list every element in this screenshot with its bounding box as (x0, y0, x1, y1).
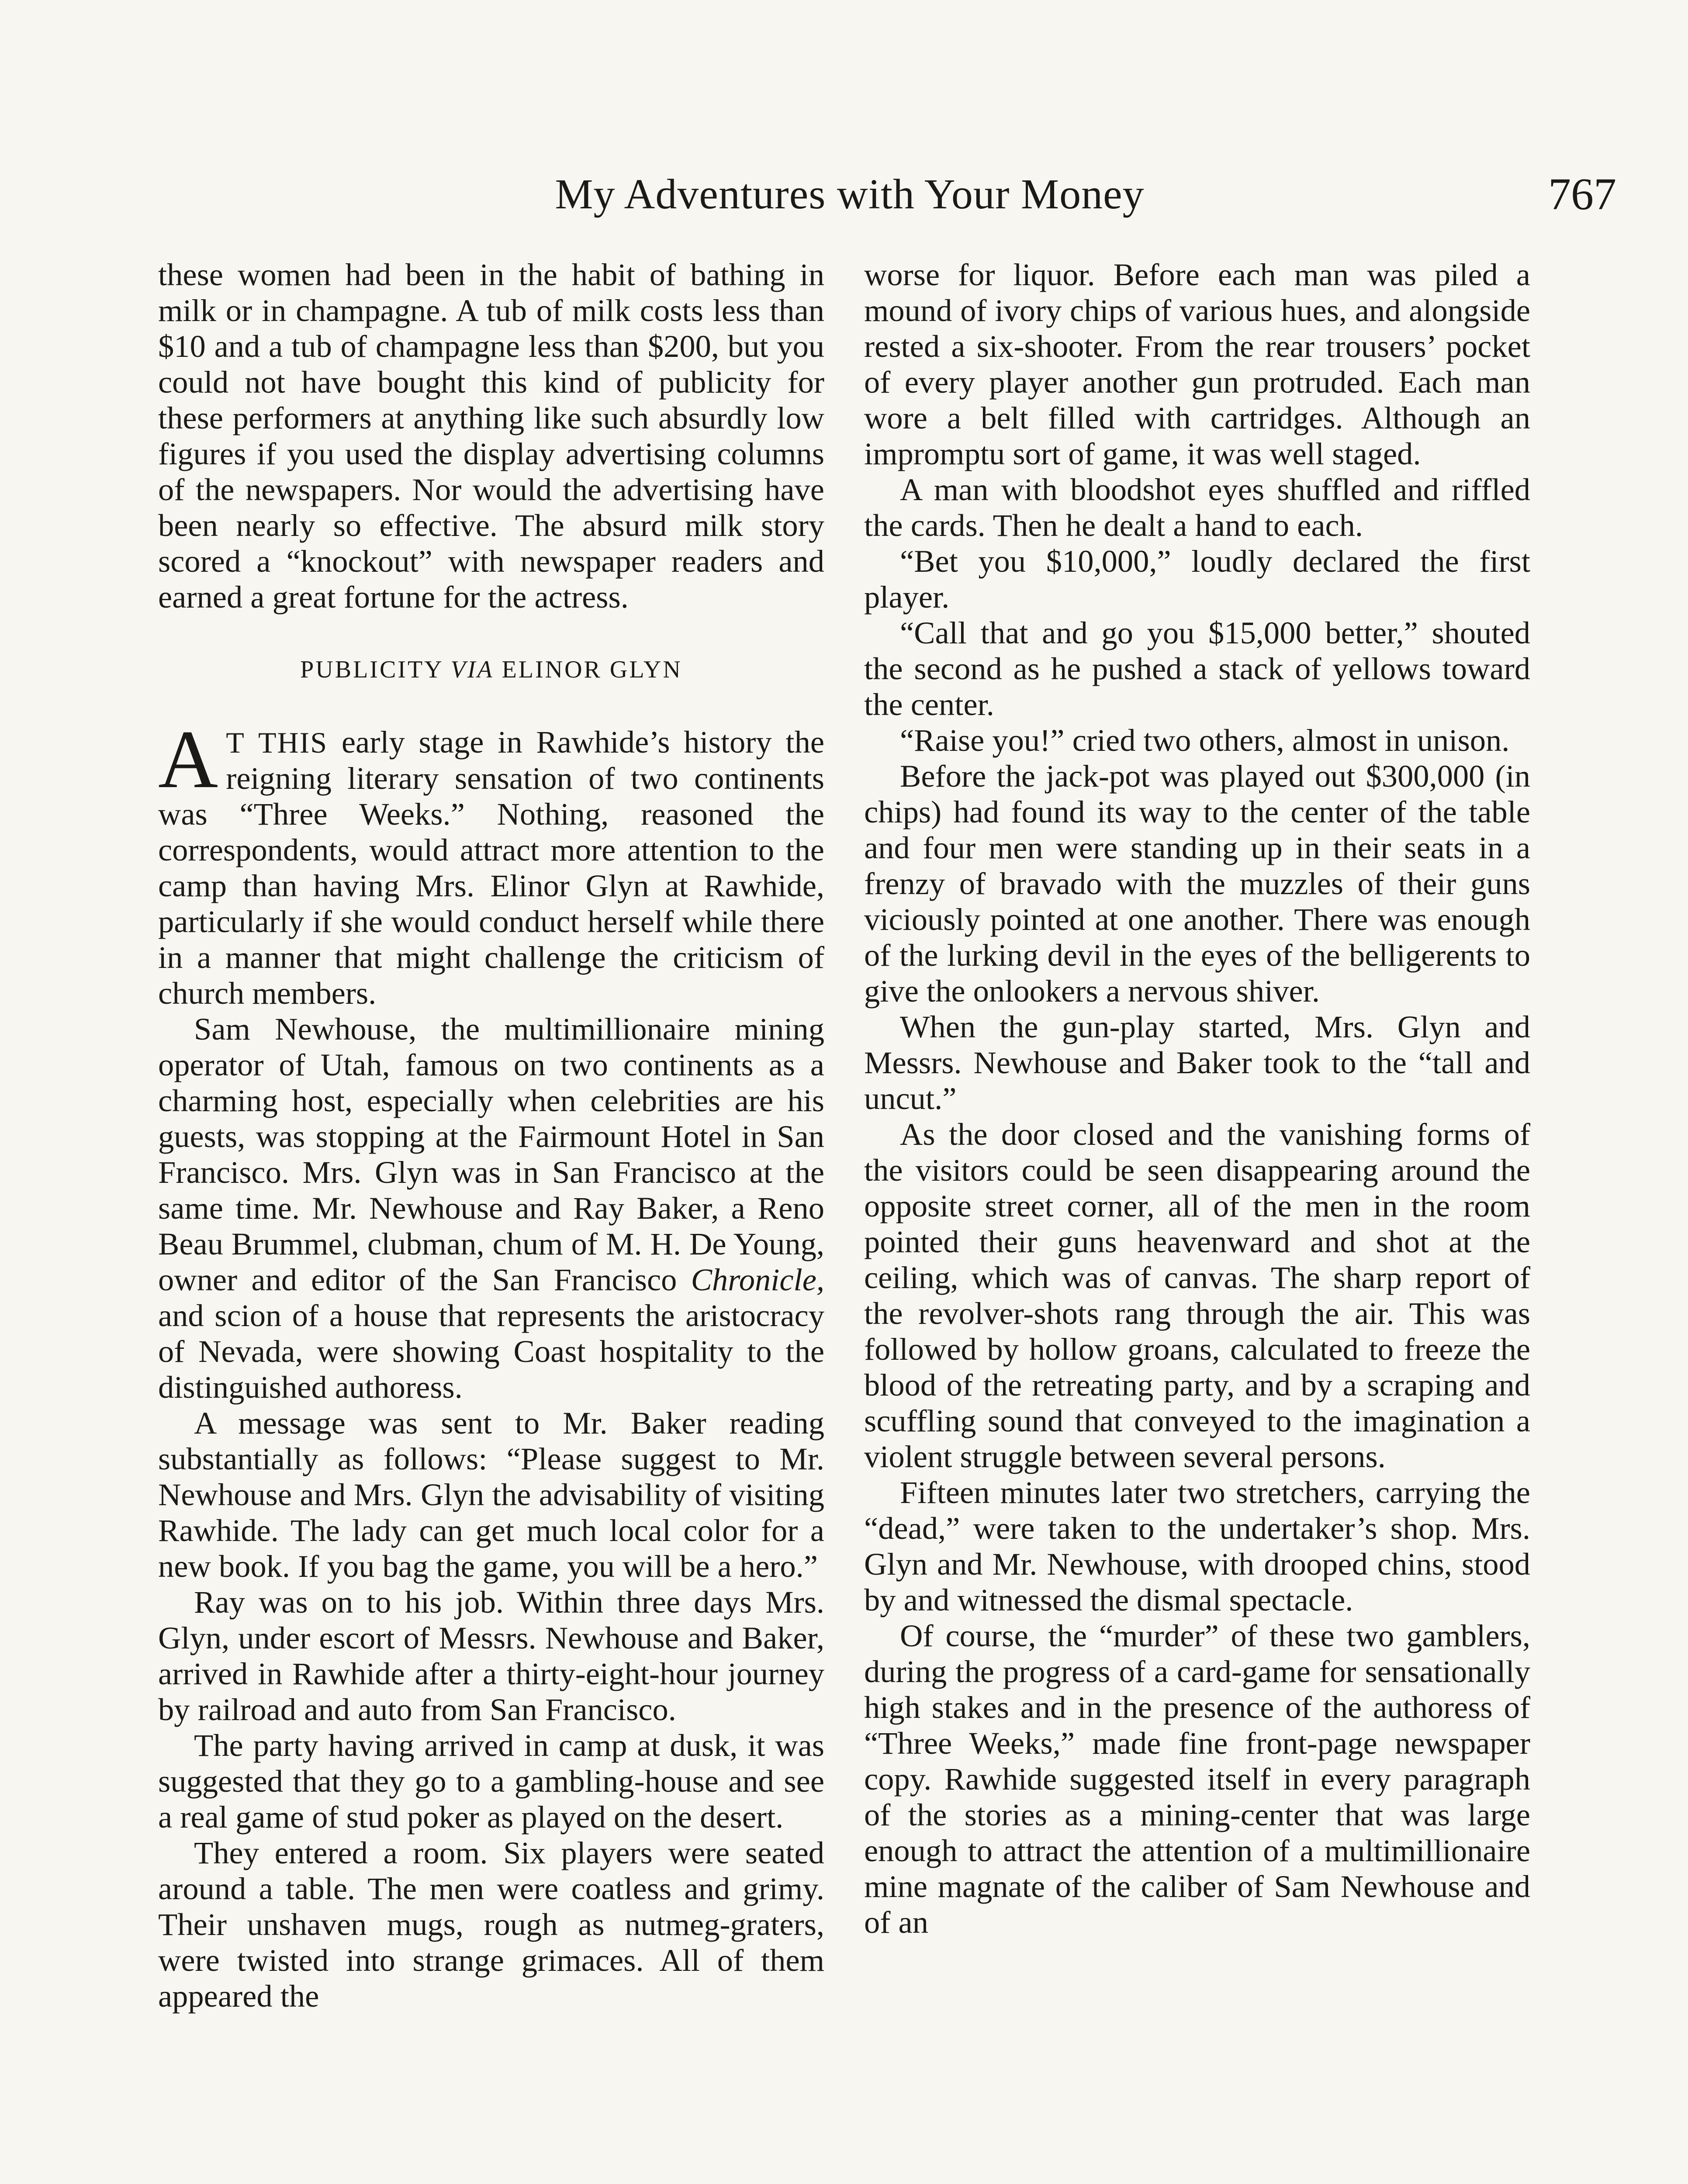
paragraph: Before the jack-pot was played out $300,000 (in chips) had found its way to the center of the table and four men were standing up in their seats in a frenzy of bravado with the muzzles of their guns viciously pointed at one another. There was enough of the lurking devil in the eyes of the belligerents to give the onlookers a nervous shiver. (864, 758, 1530, 1009)
page-number: 767 (1548, 169, 1616, 219)
paragraph: “Raise you!” cried two others, almost in unison. (900, 722, 1510, 758)
running-head-title: My Adventures with Your Money (555, 171, 1145, 218)
paragraph-text: Sam Newhouse, the multimillionaire mining operator of Utah, famous on two continents as a charming host, especially when celebrities are his guests, was stopping at the Fairmount Hotel in San Francisco. Mrs. Glyn was in San Francisco at the same time. Mr. Newhouse and Ray Baker, a Reno Beau Brummel, clubman, chum of M. H. De Young, owner and editor of the San Francisco (158, 1011, 824, 1297)
paragraph-text: early stage in Rawhide’s history the reigning literary sensation of two continents was “Three Weeks.” Nothing, reasoned the correspondents, would attract more attention to the camp than having Mrs. Elinor Glyn at Rawhide, particularly if she would conduct herself while there in a manner that might challenge the criticism of church members. (158, 724, 824, 1011)
paragraph: A man with bloodshot eyes shuffled and riffled the cards. Then he dealt a hand to each. (864, 472, 1530, 543)
paragraph: Fifteen minutes later two stretchers, carrying the “dead,” were taken to the undertaker’s shop. Mrs. Glyn and Mr. Newhouse, with drooped chins, stood by and witnessed the dismal spectacle. (864, 1475, 1530, 1617)
paragraph (158, 1011, 824, 1405)
paragraph: The party having arrived in camp at dusk, it was suggested that they go to a gambling-house and see a real game of stud poker as played on the desert. (158, 1728, 824, 1835)
left-column (158, 257, 824, 2014)
section-subhead (158, 652, 824, 688)
paragraph: Ray was on to his job. Within three days Mrs. Glyn, under escort of Messrs. Newhouse and Baker, arrived in Rawhide after a thirty-eight-hour journey by railroad and auto from San Francisco. (158, 1584, 824, 1727)
subhead-via: VIA (450, 656, 494, 683)
subhead-text: PUBLICITY (300, 656, 451, 683)
paragraph: They entered a room. Six players were seated around a table. The men were coatless and grimy. Their unshaven mugs, rough as nutmeg-graters, were twisted into strange grimaces. All of them appeared the (158, 1835, 824, 2014)
paragraph-text: and scion of a house that represents the aristocracy of Nevada, were showing Coast hospitality to the distinguished authoress. (158, 1298, 824, 1405)
paragraph: A message was sent to Mr. Baker reading substantially as follows: “Please suggest to Mr. Newhouse and Mrs. Glyn the advisability of visiting Rawhide. The lady can get much local color for a new book. If you bag the game, you will be a hero.” (158, 1405, 824, 1584)
right-column (864, 257, 1530, 1940)
paragraph: these women had been in the habit of bathing in milk or in champagne. A tub of milk costs less than $10 and a tub of champagne less than $200, but you could not have bought this kind of publicity for these performers at anything like such absurdly low figures if you used the display advertising columns of the newspapers. Nor would the advertising have been nearly so effective. The absurd milk story scored a “knockout” with newspaper readers and earned a great fortune for the actress. (158, 257, 824, 615)
subhead-text-end: ELINOR GLYN (494, 656, 682, 683)
drop-cap: A (158, 714, 218, 805)
paragraph: “Bet you $10,000,” loudly declared the first player. (864, 543, 1530, 615)
paragraph-with-drop-cap (158, 714, 824, 1011)
paragraph: worse for liquor. Before each man was piled a mound of ivory chips of various hues, and alongside rested a six-shooter. From the rear trousers’ pocket of every player another gun protruded. Each man wore a belt filled with cartridges. Although an impromptu sort of game, it was well staged. (864, 257, 1530, 471)
newspaper-name: Chronicle, (691, 1262, 824, 1297)
paragraph: When the gun-play started, Mrs. Glyn and Messrs. Newhouse and Baker took to the “tall and uncut.” (864, 1009, 1530, 1116)
paragraph: As the door closed and the vanishing forms of the visitors could be seen disappearing around the opposite street corner, all of the men in the room pointed their guns heavenward and shot at the ceiling, which was of canvas. The sharp report of the revolver-shots rang through the air. This was followed by hollow groans, calculated to freeze the blood of the retreating party, and by a scraping and scuffling sound that conveyed to the imagination a violent struggle between several persons. (864, 1116, 1530, 1474)
paragraph: Of course, the “murder” of these two gamblers, during the progress of a card-game for sensationally high stakes and in the presence of the authoress of “Three Weeks,” made fine front-page newspaper copy. Rawhide suggested itself in every paragraph of the stories as a mining-center that was large enough to attract the attention of a multimillionaire mine magnate of the caliber of Sam Newhouse and of an (864, 1618, 1530, 1940)
paragraph: “Call that and go you $15,000 better,” shouted the second as he pushed a stack of yellows toward the center. (864, 615, 1530, 722)
drop-cap-lead: T THIS (226, 726, 328, 759)
